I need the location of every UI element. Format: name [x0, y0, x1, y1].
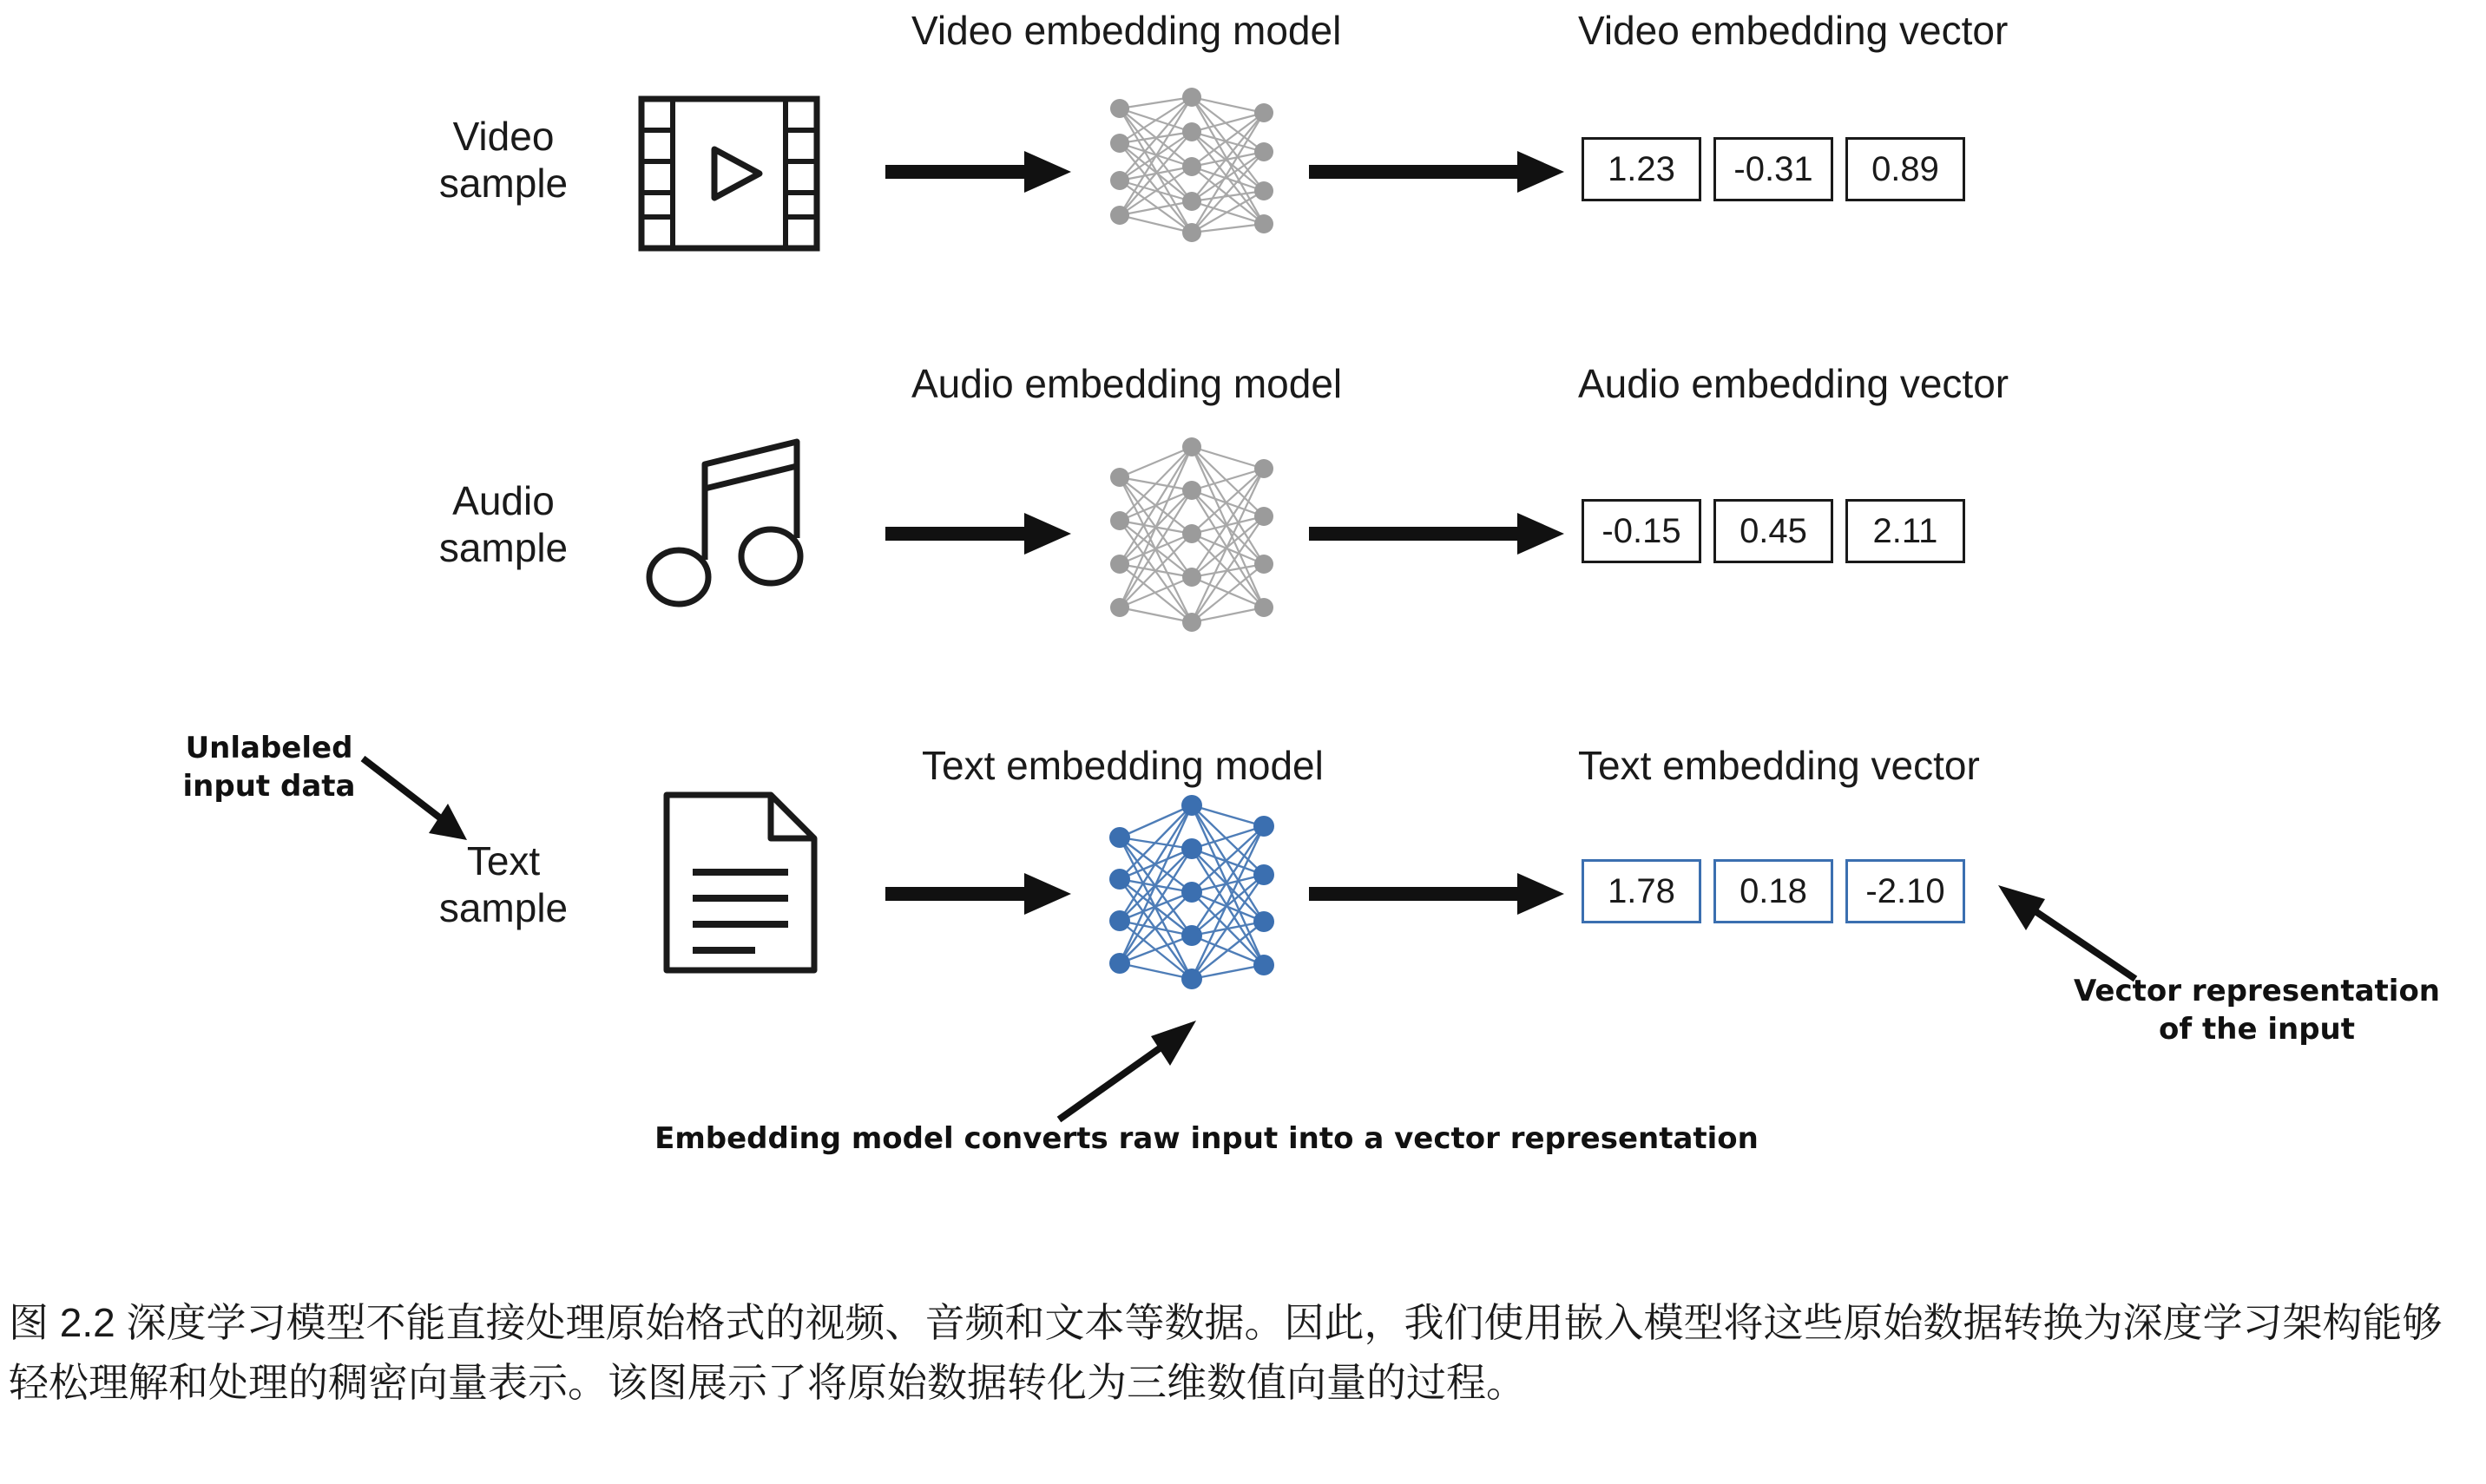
video-sample-label-line2: sample — [438, 161, 569, 207]
audio-embedding-vector — [1582, 499, 1965, 563]
embedding-note-arrow — [1050, 1015, 1207, 1128]
audio-neural-network-icon — [1101, 430, 1283, 647]
text-arrow-to-model — [885, 868, 1076, 920]
unlabeled-input-arrow — [358, 753, 479, 849]
embedding-note: Embedding model converts raw input into a vector representation — [654, 1121, 1759, 1156]
unlabeled-input-line1: Unlabeled — [185, 731, 353, 765]
text-sample-label — [399, 837, 608, 932]
music-note-icon — [642, 430, 825, 616]
vector-cell: -2.10 — [1845, 859, 1965, 923]
video-sample-label — [399, 113, 608, 207]
vector-cell: 2.11 — [1845, 499, 1965, 563]
unlabeled-input-line2: input data — [182, 769, 356, 804]
video-sample-label-line1: Video — [452, 114, 555, 159]
video-neural-network-icon — [1101, 78, 1283, 252]
audio-sample-label-line1: Audio — [452, 478, 555, 523]
document-icon — [660, 790, 825, 976]
audio-model-heading: Audio embedding model — [911, 361, 1343, 406]
text-model-heading: Text embedding model — [922, 743, 1324, 788]
vector-cell: 1.23 — [1582, 137, 1701, 201]
vector-cell: -0.31 — [1713, 137, 1833, 201]
text-sample-label-line1: Text — [466, 838, 541, 883]
vector-cell: -0.15 — [1582, 499, 1701, 563]
film-strip-icon — [638, 95, 820, 252]
vector-cell: 0.45 — [1713, 499, 1833, 563]
vector-cell: 0.18 — [1713, 859, 1833, 923]
video-arrow-to-vector — [1309, 146, 1569, 198]
figure-caption: 图 2.2 深度学习模型不能直接处理原始格式的视频、音频和文本等数据。因此，我们使用嵌入模型将这些原始数据转换为深度学习架构能够轻松理解和处理的稠密向量表示。该图展示了将原始数据转化为三维数值向量的过程。 — [9, 1300, 2443, 1405]
text-vector-heading: Text embedding vector — [1578, 743, 1980, 788]
video-model-heading: Video embedding model — [911, 8, 1342, 53]
text-neural-network-icon — [1101, 790, 1283, 1002]
audio-sample-label-line2: sample — [438, 525, 569, 571]
text-arrow-to-vector — [1309, 868, 1569, 920]
video-vector-heading: Video embedding vector — [1578, 8, 2009, 53]
text-embedding-vector — [1582, 859, 1965, 923]
video-arrow-to-model — [885, 146, 1076, 198]
vector-representation-line1: Vector representation — [2073, 974, 2441, 1008]
vector-cell: 1.78 — [1582, 859, 1701, 923]
audio-arrow-to-vector — [1309, 508, 1569, 560]
vector-cell: 0.89 — [1845, 137, 1965, 201]
vector-representation-line2: of the input — [2159, 1012, 2355, 1047]
audio-arrow-to-model — [885, 508, 1076, 560]
audio-sample-label — [399, 477, 608, 572]
vector-representation-annotation — [2031, 972, 2483, 1048]
text-sample-label-line2: sample — [438, 885, 569, 931]
audio-vector-heading: Audio embedding vector — [1578, 361, 2009, 406]
video-embedding-vector — [1582, 137, 1965, 201]
